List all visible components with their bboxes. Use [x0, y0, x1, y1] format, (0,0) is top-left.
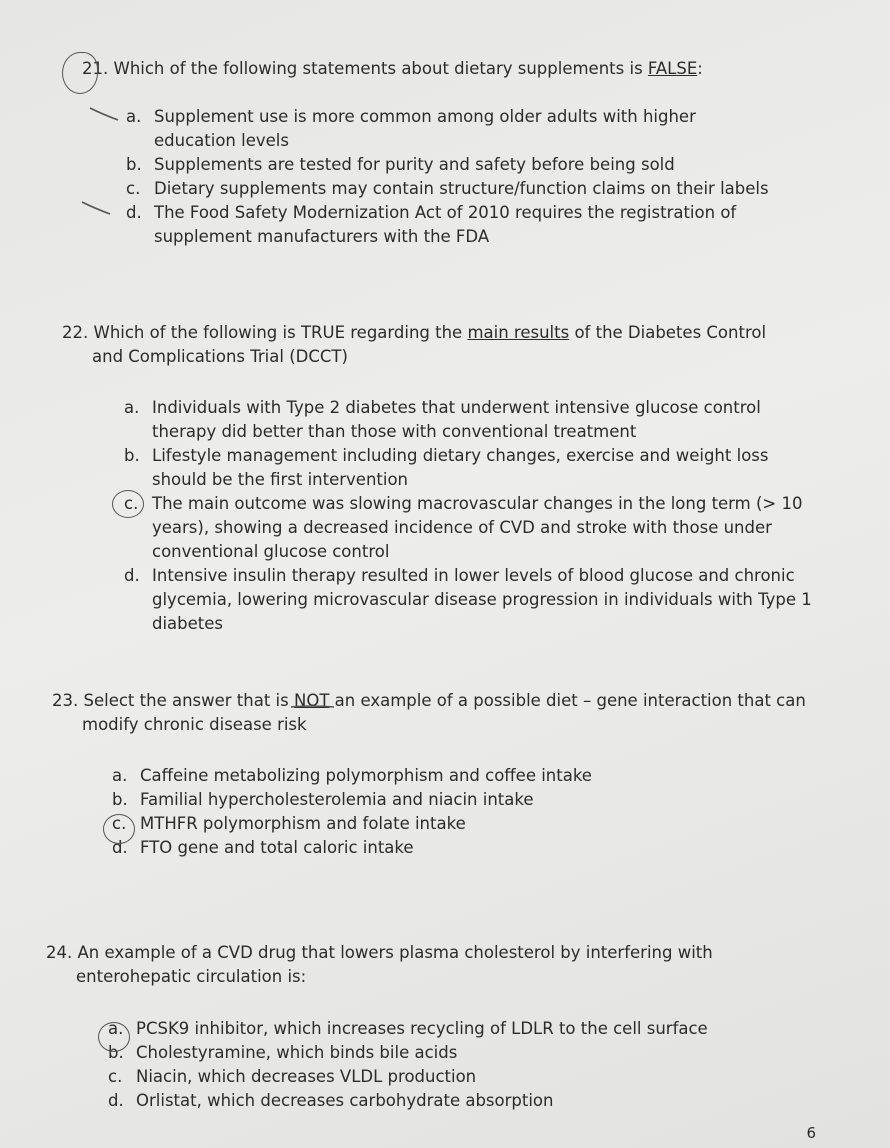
question-24-stem: An example of a CVD drug that lowers plasma cholesterol by interfering with enterohepatic circulation is:: [76, 943, 713, 986]
option-23-b[interactable]: b. Familial hypercholesterolemia and niacin intake: [112, 790, 534, 809]
question-22-number: 22.: [62, 323, 89, 342]
option-21-d[interactable]: d. The Food Safety Modernization Act of 2010 requires the registration of supplement manufacturers with the FDA: [126, 203, 737, 246]
question-23-options: [112, 764, 712, 860]
page-number: 6: [806, 1124, 816, 1142]
question-23: [52, 689, 812, 737]
question-22-options: [124, 396, 814, 636]
question-24-text: [46, 941, 736, 989]
option-23-a[interactable]: a. Caffeine metabolizing polymorphism and coffee intake: [112, 766, 592, 785]
question-22-emphasis: main results: [467, 323, 570, 342]
question-23-text: 23. Select the answer that is NOT an example of a possible diet – gene interaction that can modify chronic disease risk: [52, 691, 806, 734]
option-21-b[interactable]: b. Supplements are tested for purity and safety before being sold: [126, 155, 675, 174]
option-23-c[interactable]: c. MTHFR polymorphism and folate intake: [112, 814, 466, 833]
question-24: [46, 941, 736, 989]
question-24-number: 24.: [46, 943, 73, 962]
question-21: [82, 57, 782, 81]
question-24-options: [108, 1017, 748, 1113]
option-24-b[interactable]: b. Cholestyramine, which binds bile acids: [108, 1043, 458, 1062]
question-22: [62, 321, 802, 369]
option-24-d[interactable]: d. Orlistat, which decreases carbohydrate absorption: [108, 1091, 554, 1110]
option-22-c[interactable]: c. The main outcome was slowing macrovascular changes in the long term (> 10 years), showing a decreased incidence of CVD and stroke with those under conventional glucose control: [124, 494, 803, 561]
question-23-number: 23.: [52, 691, 79, 710]
option-21-c[interactable]: c. Dietary supplements may contain structure/function claims on their labels: [126, 179, 769, 198]
question-23-stem: Select the answer that is: [83, 691, 294, 710]
question-21-stem: Which of the following statements about dietary supplements is: [113, 59, 648, 78]
option-22-b[interactable]: b. Lifestyle management including dietary changes, exercise and weight loss should be the first intervention: [124, 446, 769, 489]
pen-check-mark-21d: [80, 198, 116, 218]
question-21-emphasis: FALSE: [647, 59, 698, 78]
option-22-a[interactable]: a. Individuals with Type 2 diabetes that underwent intensive glucose control therapy did better than those with conventional treatment: [124, 398, 761, 441]
option-21-a[interactable]: a. Supplement use is more common among older adults with higher education levels: [126, 107, 696, 150]
option-24-a[interactable]: a. PCSK9 inhibitor, which increases recycling of LDLR to the cell surface: [108, 1019, 708, 1038]
question-23-emphasis: NOT: [294, 691, 330, 710]
option-23-d[interactable]: d. FTO gene and total caloric intake: [112, 838, 414, 857]
question-21-options: [126, 105, 776, 249]
question-21-text: 21. Which of the following statements about dietary supplements is FALSE:: [82, 59, 703, 78]
option-22-d[interactable]: d. Intensive insulin therapy resulted in lower levels of blood glucose and chronic glycemia, lowering microvascular disease progression in individuals with Type 1 diabetes: [124, 566, 812, 633]
question-21-number: 21.: [82, 59, 109, 78]
question-22-text: 22. Which of the following is TRUE regarding the main results of the Diabetes Control and Complications Trial (DCCT): [62, 323, 767, 366]
pen-check-mark-21a: [88, 104, 124, 124]
question-22-stem: Which of the following is TRUE regarding the: [93, 323, 468, 342]
option-24-c[interactable]: c. Niacin, which decreases VLDL production: [108, 1067, 477, 1086]
